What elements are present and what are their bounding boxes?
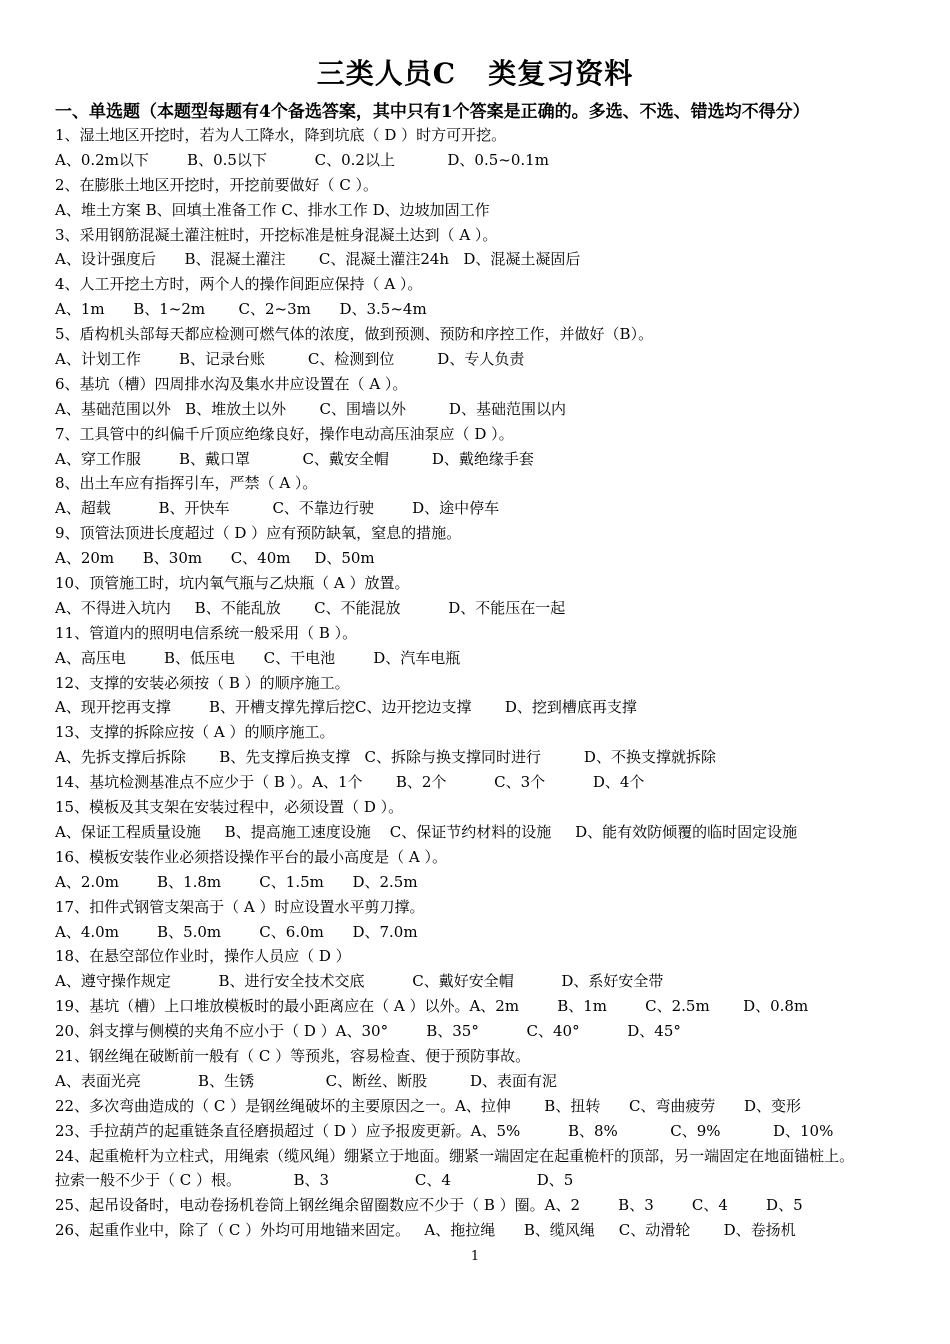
question-line: 20、斜支撑与侧模的夹角不应小于（ D ）A、30° B、35° C、40° D、45° — [55, 1022, 681, 1041]
question-line: 10、顶管施工时，坑内氧气瓶与乙炔瓶（ A ）放置。 — [55, 574, 410, 593]
question-line: A、20m B、30m C、40m D、50m — [55, 549, 375, 568]
question-line: 8、出土车应有指挥引车，严禁（ A ）。 — [55, 474, 318, 493]
question-line: 5、盾构机头部每天都应检测可燃气体的浓度，做到预测、预防和序控工作，并做好（B）。 — [55, 325, 654, 344]
section-heading: 一、单选题（本题型每题有4个备选答案，其中只有1个答案是正确的。多选、不选、错选均不得分） — [55, 102, 810, 122]
question-line: 22、多次弯曲造成的（ C ）是钢丝绳破坏的主要原因之一。A、拉伸 B、扭转 C、弯曲疲劳 D、变形 — [55, 1096, 802, 1115]
question-line: 2、在膨胀土地区开挖时，开挖前要做好（ C ）。 — [55, 175, 379, 194]
question-line: 4、人工开挖土方时，两个人的操作间距应保持（ A ）。 — [55, 275, 423, 294]
question-line: 18、在悬空部位作业时，操作人员应（ D ） — [55, 947, 351, 966]
question-line: A、0.2m以下 B、0.5以下 C、0.2以上 D、0.5~0.1m — [55, 150, 549, 169]
question-line: A、计划工作 B、记录台账 C、检测到位 D、专人负责 — [55, 350, 525, 369]
question-line: A、超载 B、开快车 C、不靠边行驶 D、途中停车 — [55, 499, 500, 518]
question-line: A、堆土方案 B、回填土准备工作 C、排水工作 D、边坡加固工作 — [55, 200, 490, 219]
question-line: 15、模板及其支架在安装过程中，必须设置（ D ）。 — [55, 798, 404, 817]
question-line: 12、支撑的安装必须按（ B ）的顺序施工。 — [55, 673, 350, 692]
question-line: 14、基坑检测基准点不应少于（ B ）。A、1个 B、2个 C、3个 D、4个 — [55, 773, 645, 792]
question-line: 23、手拉葫芦的起重链条直径磨损超过（ D ）应予报废更新。A、5% B、8% C、9% D、10% — [55, 1121, 834, 1140]
question-line: 19、基坑（槽）上口堆放模板时的最小距离应在（ A ）以外。A、2m B、1m C、2.5m D、0.8m — [55, 997, 809, 1016]
question-line: A、不得进入坑内 B、不能乱放 C、不能混放 D、不能压在一起 — [55, 598, 566, 617]
question-line: A、表面光亮 B、生锈 C、断丝、断股 D、表面有泥 — [55, 1071, 558, 1090]
question-line: A、高压电 B、低压电 C、干电池 D、汽车电瓶 — [55, 648, 461, 667]
question-line: 26、起重作业中，除了（ C ）外均可用地锚来固定。 A、拖拉绳 B、缆风绳 C、动滑轮 D、卷扬机 — [55, 1221, 796, 1240]
question-line: A、保证工程质量设施 B、提高施工速度设施 C、保证节约材料的设施 D、能有效防倾覆的临时固定设施 — [55, 822, 798, 841]
page-number: 1 — [470, 1249, 480, 1264]
question-line: A、设计强度后 B、混凝土灌注 C、混凝土灌注24h D、混凝土凝固后 — [55, 250, 581, 269]
question-line: 6、基坑（槽）四周排水沟及集水井应设置在（ A ）。 — [55, 374, 408, 393]
question-line: 3、采用钢筋混凝土灌注桩时，开挖标准是桩身混凝土达到（ A ）。 — [55, 225, 498, 244]
question-line: 1、湿土地区开挖时，若为人工降水，降到坑底（ D ）时方可开挖。 — [55, 126, 507, 144]
question-line: A、4.0m B、5.0m C、6.0m D、7.0m — [55, 922, 418, 941]
question-line: 7、工具管中的纠偏千斤顶应绝缘良好，操作电动高压油泵应（ D ）。 — [55, 424, 514, 443]
question-line: 11、管道内的照明电信系统一般采用（ B ）。 — [55, 623, 358, 642]
document-title: 三类人员C 类复习资料 — [316, 57, 634, 90]
question-line: A、2.0m B、1.8m C、1.5m D、2.5m — [55, 872, 418, 891]
question-line: 25、起吊设备时，电动卷扬机卷筒上钢丝绳余留圈数应不少于（ B ）圈。A、2 B、3 C、4 D、5 — [55, 1196, 803, 1215]
question-list — [55, 123, 935, 1243]
question-line: A、先拆支撑后拆除 B、先支撑后换支撑 C、拆除与换支撑同时进行 D、不换支撑就拆除 — [55, 748, 716, 767]
question-line: 9、顶管法顶进长度超过（ D ）应有预防缺氧，窒息的措施。 — [55, 524, 462, 543]
question-line: 拉索一般不少于（ C ）根。 B、3 C、4 D、5 — [55, 1171, 574, 1190]
question-line: A、基础范围以外 B、堆放土以外 C、围墙以外 D、基础范围以内 — [55, 399, 566, 418]
question-line: 21、钢丝绳在破断前一般有（ C ）等预兆，容易检查、便于预防事故。 — [55, 1046, 531, 1065]
question-line: 17、扣件式钢管支架高于（ A ）时应设置水平剪刀撑。 — [55, 897, 425, 916]
question-line: A、穿工作服 B、戴口罩 C、戴安全帽 D、戴绝缘手套 — [55, 449, 534, 468]
question-line: A、遵守操作规定 B、进行安全技术交底 C、戴好安全帽 D、系好安全带 — [55, 972, 664, 991]
question-line: A、现开挖再支撑 B、开槽支撑先撑后挖C、边开挖边支撑 D、挖到槽底再支撑 — [55, 698, 637, 717]
question-line: 16、模板安装作业必须搭设操作平台的最小高度是（ A ）。 — [55, 847, 447, 866]
question-line: 24、起重桅杆为立柱式，用绳索（缆风绳）绷紧立于地面。绷紧一端固定在起重桅杆的顶部，另一端固定在地面锚桩上。 — [55, 1146, 855, 1165]
question-line: 13、支撑的拆除应按（ A ）的顺序施工。 — [55, 723, 335, 742]
question-line: A、1m B、1~2m C、2~3m D、3.5~4m — [55, 300, 427, 319]
